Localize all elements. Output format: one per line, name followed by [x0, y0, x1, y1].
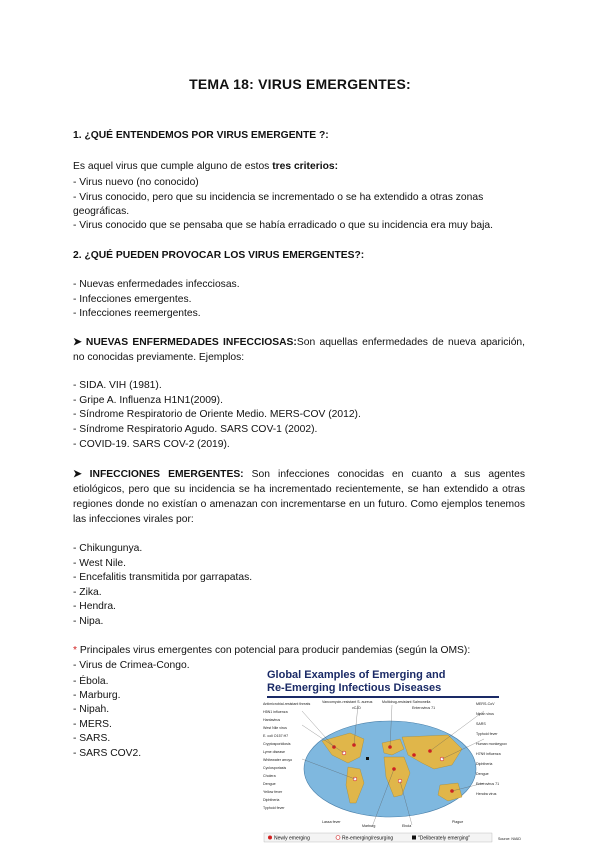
intro-bold: tres criterios: [272, 161, 339, 172]
map-label: Plague [452, 820, 464, 824]
labels-right [476, 702, 507, 796]
map-label: vCJD [352, 706, 361, 710]
map-label: Lyme disease [263, 750, 286, 754]
section1-heading: 1. ¿QUÉ ENTENDEMOS POR VIRUS EMERGENTE ?: [73, 130, 329, 141]
list-item: - Nipah. [73, 704, 110, 715]
list-item: - Síndrome Respiratorio de Oriente Medio. MERS-COV (2012). [73, 409, 361, 420]
map-label: Antimicrobial-resistant threats [263, 702, 311, 706]
map-label: Dengue [263, 782, 276, 786]
labels-left [263, 702, 311, 810]
map-label: MERS-CoV [476, 702, 495, 706]
map-label: Diphtheria [263, 798, 280, 802]
figure-title-rule [267, 696, 499, 698]
world-map [262, 699, 524, 843]
labels-bottom [322, 820, 463, 828]
list-item: - Infecciones emergentes. [73, 294, 192, 305]
emergentes-paragraph [73, 467, 525, 527]
map-label: Whitewater arroyo [263, 758, 293, 762]
nuevas-text: Son aquellas enfermedades de nueva aparición, no conocidas previamente. Ejemplos: [73, 337, 526, 363]
list-item: - Chikungunya. [73, 543, 143, 554]
page-title: TEMA 18: VIRUS EMERGENTES: [189, 76, 411, 92]
figure-title-line1: Global Examples of Emerging and [267, 669, 446, 681]
list-item: - SARS. [73, 733, 111, 744]
list-item: - Nipa. [73, 616, 104, 627]
map-label: Cyclosporiasis [263, 766, 287, 770]
map-label: E. coli O157:H7 [263, 734, 289, 738]
section2-heading: 2. ¿QUÉ PUEDEN PROVOCAR LOS VIRUS EMERGENTES?: [73, 250, 365, 261]
map-label: Typhoid fever [263, 806, 285, 810]
map-label: West Nile virus [263, 726, 287, 730]
list-item: - MERS. [73, 719, 112, 730]
list-item: - Nuevas enfermedades infecciosas. [73, 279, 240, 290]
oms-intro [73, 645, 470, 657]
map-label: Yellow fever [263, 790, 283, 794]
emergentes-lead: ➤ INFECCIONES EMERGENTES: [73, 469, 244, 480]
intro-text: Es aquel virus que cumple alguno de estos [73, 161, 273, 172]
list-item: - Infecciones reemergentes. [73, 308, 201, 319]
list-item: - Hendra. [73, 601, 116, 612]
emerging-diseases-map-figure [262, 665, 524, 843]
map-label: Enterovirus 71 [412, 706, 436, 710]
legend-reemerging-marker [336, 836, 340, 840]
map-legend [264, 833, 521, 842]
list-item: - Encefalitis transmitida por garrapatas. [73, 572, 253, 583]
map-label: SARS [476, 722, 486, 726]
criteria-item: - Virus conocido, pero que su incidencia se incrementado o se ha extendido a otras zonas [73, 192, 484, 203]
list-item: - Marburg. [73, 690, 121, 701]
figure-title-line2: Re-Emerging Infectious Diseases [267, 682, 442, 694]
list-item: - SARS COV2. [73, 748, 142, 759]
section1-intro [73, 161, 338, 173]
map-label: H5N1 influenza [263, 710, 288, 714]
list-item: - Síndrome Respiratorio Agudo. SARS COV-1 (2002). [73, 424, 318, 435]
map-label: H7N9 influenza [476, 752, 501, 756]
list-item: - Gripe A. Influenza H1N1(2009). [73, 395, 223, 406]
marker [412, 753, 416, 757]
map-label: Diphtheria [476, 762, 493, 766]
legend-label: Re-emerging/resurging [342, 835, 394, 842]
oms-text: Principales virus emergentes con potencial para producir pandemias (según la OMS): [77, 645, 471, 656]
legend-deliberate-marker [412, 836, 416, 840]
criteria-item: - Virus nuevo (no conocido) [73, 177, 199, 188]
asterisk: * [73, 645, 78, 656]
map-label: Cholera [263, 774, 276, 778]
map-label: Hantavirus [263, 718, 281, 722]
map-label: Human monkeypox [476, 742, 507, 746]
map-label: Enterovirus 71 [476, 782, 500, 786]
nuevas-paragraph [73, 335, 525, 365]
list-item: - SIDA. VIH (1981). [73, 380, 162, 391]
map-label: Nipah virus [476, 712, 494, 716]
marker-deliberate [366, 757, 369, 760]
figure-title [267, 669, 521, 695]
map-label: Multidrug-resistant Salmonella [382, 700, 431, 704]
emergentes-text: Son infecciones conocidas en cuanto a sus agentes etiológicos, pero que su incidencia se ha incrementado recientemente, se han extendido a otras regiones donde no existían o amenazan con incrementarse en un futuro. Como ejemplos tenemos las infecciones virales por: [73, 469, 525, 525]
map-label: Lassa fever [322, 820, 341, 824]
criteria-item: geográficas. [73, 206, 130, 217]
legend-label: "Deliberately emerging" [418, 835, 471, 842]
map-label: Typhoid fever [476, 732, 498, 736]
list-item: - Virus de Crimea-Congo. [73, 660, 190, 671]
map-label: Hendra virus [476, 792, 497, 796]
map-label: Ebola [402, 824, 412, 828]
list-item: - West Nile. [73, 558, 127, 569]
list-item: - COVID-19. SARS COV-2 (2019). [73, 439, 230, 450]
criteria-item: - Virus conocido que se pensaba que se había erradicado o que su incidencia era muy baja. [73, 220, 493, 231]
map-label: Marburg [362, 824, 376, 828]
map-label: Vancomycin-resistant S. aureus [322, 700, 373, 704]
list-item: - Zika. [73, 587, 102, 598]
legend-label: Newly emerging [274, 835, 310, 842]
nuevas-lead: ➤ NUEVAS ENFERMEDADES INFECCIOSAS: [73, 337, 297, 348]
legend-newly-emerging-marker [268, 836, 272, 840]
map-label: Dengue [476, 772, 489, 776]
labels-top [322, 700, 435, 710]
figure-credit: Source: NIAID [498, 837, 521, 841]
list-item: - Ébola. [73, 676, 109, 687]
map-label: Cryptosporidiosis [263, 742, 291, 746]
